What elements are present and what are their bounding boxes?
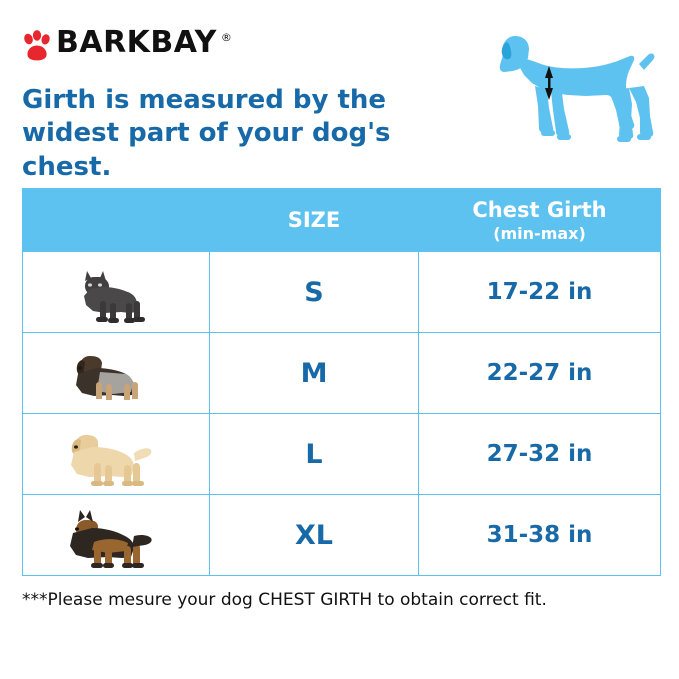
german-shepherd-photo: [56, 500, 176, 570]
dog-silhouette-with-girth-arrow-icon: [463, 18, 663, 168]
registered-trademark-symbol: ®: [220, 31, 232, 44]
girth-value: 22-27 in: [419, 333, 661, 414]
golden-retriever-photo: [56, 419, 176, 489]
size-value: XL: [210, 495, 419, 576]
size-value: M: [210, 333, 419, 414]
girth-value: 27-32 in: [419, 414, 661, 495]
girth-value: 31-38 in: [419, 495, 661, 576]
size-chart-table: [22, 188, 661, 576]
table-header-row: [23, 189, 661, 252]
column-header-chest-girth-main: Chest Girth: [472, 197, 607, 222]
brand-name: BARKBAY: [56, 25, 217, 60]
dog-image-cell: [23, 414, 210, 495]
girth-value: 17-22 in: [419, 252, 661, 333]
table-row: [23, 495, 661, 576]
size-value: L: [210, 414, 419, 495]
page-title: Girth is measured by the widest part of your dog's chest.: [22, 85, 391, 182]
footnote: ***Please mesure your dog CHEST GIRTH to obtain correct fit.: [22, 590, 547, 610]
column-header-size: SIZE: [210, 189, 419, 252]
header: [0, 0, 679, 180]
beagle-photo: [56, 338, 176, 408]
dog-image-cell: [23, 252, 210, 333]
table-row: [23, 414, 661, 495]
column-header-chest-girth: [419, 189, 661, 252]
column-header-dog-image: [23, 189, 210, 252]
paw-print-icon: [22, 30, 52, 62]
dog-image-cell: [23, 495, 210, 576]
column-header-chest-girth-sub: (min-max): [493, 223, 586, 243]
dog-image-cell: [23, 333, 210, 414]
table-row: [23, 333, 661, 414]
french-bulldog-photo: [56, 257, 176, 327]
size-value: S: [210, 252, 419, 333]
table-row: [23, 252, 661, 333]
